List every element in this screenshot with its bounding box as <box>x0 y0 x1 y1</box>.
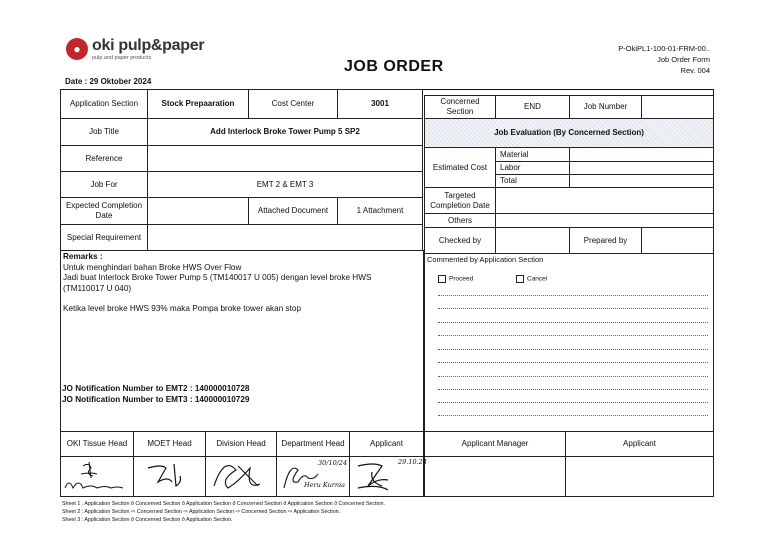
department-head-label: Department Head <box>276 431 350 457</box>
page-title: JOB ORDER <box>344 58 444 75</box>
cancel-checkbox[interactable] <box>516 275 524 283</box>
special-requirement-label: Special Requirement <box>60 224 148 251</box>
company-name: oki pulp&paper <box>92 37 205 54</box>
jo-notifications <box>62 384 249 405</box>
comment-line <box>438 402 708 403</box>
doc-code-line3: Rev. 004 <box>680 66 710 75</box>
company-logo <box>66 37 204 61</box>
remarks-line4: Ketika level broke HWS 93% maka Pompa broke tower akan stop <box>63 304 302 313</box>
labor-label: Labor <box>495 161 570 175</box>
proceed-option[interactable] <box>438 275 473 283</box>
footer-sheet3: Sheet 3 : Application Section ð Concerned Section ð Application Section. <box>62 517 233 523</box>
others-label: Others <box>424 213 496 228</box>
oki-tissue-head-signature <box>63 458 131 495</box>
cancel-option[interactable] <box>516 275 547 283</box>
comment-line <box>438 362 708 363</box>
applicant-date: 29.10.24 <box>398 458 427 466</box>
oki-logo-icon: ● <box>66 38 88 60</box>
department-head-name: Heru Kurnia <box>304 481 346 489</box>
expected-completion-value <box>147 197 249 225</box>
commented-label: Commented by Application Section <box>427 255 544 264</box>
job-number-label: Job Number <box>569 95 642 119</box>
total-label: Total <box>495 174 570 188</box>
job-title-value: Add Interlock Broke Tower Pump 5 SP2 <box>147 118 423 146</box>
estimated-cost-label: Estimated Cost <box>424 147 496 188</box>
proceed-checkbox[interactable] <box>438 275 446 283</box>
prepared-by-value <box>641 227 714 254</box>
cancel-label: Cancel <box>527 275 548 283</box>
doc-code <box>600 43 710 76</box>
concerned-section-label: Concerned Section <box>424 95 496 119</box>
comment-line <box>438 295 708 296</box>
proceed-label: Proceed <box>449 275 474 283</box>
jo-notification-emt3: JO Notification Number to EMT3 : 140000010729 <box>62 394 250 404</box>
material-value <box>569 147 714 162</box>
footer-sheet2: Sheet 2 : Application Section ⇨ Concerned Section ⇨ Application Section ⇨ Concerned Section ⇨ Application Section. <box>62 509 341 515</box>
division-head-signature <box>208 458 274 495</box>
cost-center-value: 3001 <box>337 89 423 119</box>
remarks-line3: (TM110017 U 040) <box>63 283 132 293</box>
remarks-text <box>63 252 419 315</box>
attached-document-label: Attached Document <box>248 197 338 225</box>
job-for-value: EMT 2 & EMT 3 <box>147 171 423 198</box>
applicant-manager-label: Applicant Manager <box>424 431 566 457</box>
cost-center-label: Cost Center <box>248 89 338 119</box>
remarks-line2: Jadi buat Interlock Broke Tower Pump 5 (TM140017 U 005) dengan level broke HWS <box>63 273 372 282</box>
department-head-date: 30/10/24 <box>318 459 348 467</box>
company-tagline: pulp and paper products <box>92 55 152 61</box>
total-value <box>569 174 714 188</box>
reference-value <box>147 145 423 172</box>
footer-sheet1: Sheet 1 : Application Section ð Concerned Section ð Application Section ð Concerned Section ð Application Section ð Concerned Section. <box>62 501 386 507</box>
targeted-completion-label: Targeted Completion Date <box>424 187 496 214</box>
checked-by-value <box>495 227 570 254</box>
form-date: Date : 29 Oktober 2024 <box>65 77 152 86</box>
expected-completion-label: Expected Completion Date <box>60 197 148 225</box>
doc-code-line1: P-OkiPL1-100-01-FRM-00.. <box>618 44 710 53</box>
special-requirement-value <box>147 224 423 251</box>
checked-by-label: Checked by <box>424 227 496 254</box>
application-section-label: Application Section <box>60 89 148 119</box>
comment-line <box>438 322 708 323</box>
comment-line <box>438 376 708 377</box>
moet-head-signature <box>138 458 202 495</box>
moet-head-label: MOET Head <box>133 431 206 457</box>
material-label: Material <box>495 147 570 162</box>
job-evaluation-header: Job Evaluation (By Concerned Section) <box>424 118 714 148</box>
applicant-right-label: Applicant <box>565 431 714 457</box>
comment-line <box>438 308 708 309</box>
applicant-manager-sign-cell <box>424 456 566 497</box>
attached-document-value: 1 Attachment <box>337 197 423 225</box>
labor-value <box>569 161 714 175</box>
jo-notification-emt2: JO Notification Number to EMT2 : 140000010728 <box>62 384 250 393</box>
application-section-value: Stock Prepaaration <box>147 89 249 119</box>
targeted-completion-value <box>495 187 714 214</box>
remarks-line1: Untuk menghindari bahan Broke HWS Over Flow <box>63 262 242 272</box>
prepared-by-label: Prepared by <box>569 227 642 254</box>
job-for-label: Job For <box>60 171 148 198</box>
applicant-label: Applicant <box>349 431 424 457</box>
comment-line <box>438 389 708 390</box>
concerned-section-value: END <box>495 95 570 119</box>
applicant-right-sign-cell <box>565 456 714 497</box>
division-head-label: Division Head <box>205 431 277 457</box>
comment-line <box>438 335 708 336</box>
footer-notes <box>62 500 385 524</box>
remarks-label: Remarks : <box>63 252 103 261</box>
comment-line <box>438 415 708 416</box>
doc-code-line2: Job Order Form <box>657 55 710 64</box>
comment-line <box>438 349 708 350</box>
job-title-label: Job Title <box>60 118 148 146</box>
others-value <box>495 213 714 228</box>
job-number-value <box>641 95 714 119</box>
reference-label: Reference <box>60 145 148 172</box>
oki-tissue-head-label: OKI Tissue Head <box>60 431 134 457</box>
